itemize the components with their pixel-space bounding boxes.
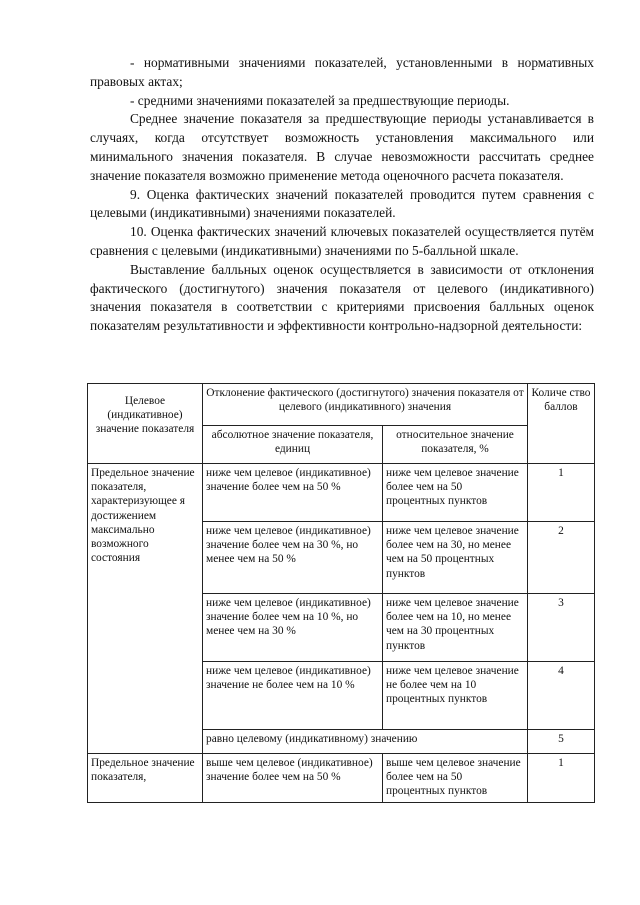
cell-points: 4 [528,662,595,730]
cell-points: 2 [528,522,595,594]
cell-points: 3 [528,594,595,662]
list-item-average: - средними значениями показателей за предшествующие периоды. [130,92,510,108]
cell-relative: ниже чем целевое значение более чем на 30, но менее чем на 50 процентных пунктов [383,522,528,594]
cell-relative: выше чем целевое значение более чем на 50 процентных пунктов [383,754,528,803]
cell-points: 5 [528,730,595,754]
cell-absolute: ниже чем целевое (индикативное) значение более чем на 30 %, но менее чем на 50 % [203,522,383,594]
table-row [88,754,595,803]
header-deviation: Отклонение фактического (достигнутого) значения показателя от целевого (индикативного) значения [203,384,528,426]
paragraph-item-10: 10. Оценка фактических значений ключевых показателей осуществляется путём сравнения с целевыми (индикативными) значениями по 5-балльной шкале. [90,224,594,258]
paragraph-scoring: Выставление балльных оценок осуществляется в зависимости от отклонения фактического (достигнутого) значения показателя от целевого (индикативного) значения показателя в соответствии с критериями присвоения балльных оценок показателям результативности и эффективности контрольно-надзорной деятельности: [90,261,594,334]
cell-relative: ниже чем целевое значение более чем на 50 процентных пунктов [383,464,528,522]
criteria-table [87,383,595,803]
header-absolute: абсолютное значение показателя, единиц [203,426,383,464]
group-label-max: Предельное значение показателя, характеризующее я достижением максимально возможного состояния [88,464,203,754]
table-row [88,464,595,522]
header-target-value: Целевое (индикативное) значение показателя [88,384,203,464]
cell-absolute: ниже чем целевое (индикативное) значение более чем на 10 %, но менее чем на 30 % [203,594,383,662]
cell-absolute: ниже чем целевое (индикативное) значение более чем на 50 % [203,464,383,522]
paragraph-average-value: Среднее значение показателя за предшествующие периоды устанавливается в случаях, когда отсутствует возможность установления максимального или минимального значения показателя. В случае невозможности рассчитать среднее значение показателя возможно применение метода оценочного расчета показателя. [90,111,594,183]
table-header-row [88,384,595,426]
cell-points: 1 [528,754,595,803]
header-relative: относительное значение показателя, % [383,426,528,464]
list-item-normative: - нормативными значениями показателей, установленными в нормативных правовых актах; [90,55,594,89]
cell-relative: ниже чем целевое значение не более чем на 10 процентных пунктов [383,662,528,730]
cell-points: 1 [528,464,595,522]
cell-absolute: ниже чем целевое (индикативное) значение не более чем на 10 % [203,662,383,730]
cell-absolute: выше чем целевое (индикативное) значение более чем на 50 % [203,754,383,803]
paragraph-item-9: 9. Оценка фактических значений показателей проводится путем сравнения с целевыми (индикативными) значениями показателей. [90,186,594,221]
header-points: Количе ство баллов [528,384,595,464]
cell-relative: ниже чем целевое значение более чем на 10, но менее чем на 30 процентных пунктов [383,594,528,662]
document-body [90,54,594,336]
group-label-limit: Предельное значение показателя, [88,754,203,803]
cell-equal-target: равно целевому (индикативному) значению [203,730,528,754]
